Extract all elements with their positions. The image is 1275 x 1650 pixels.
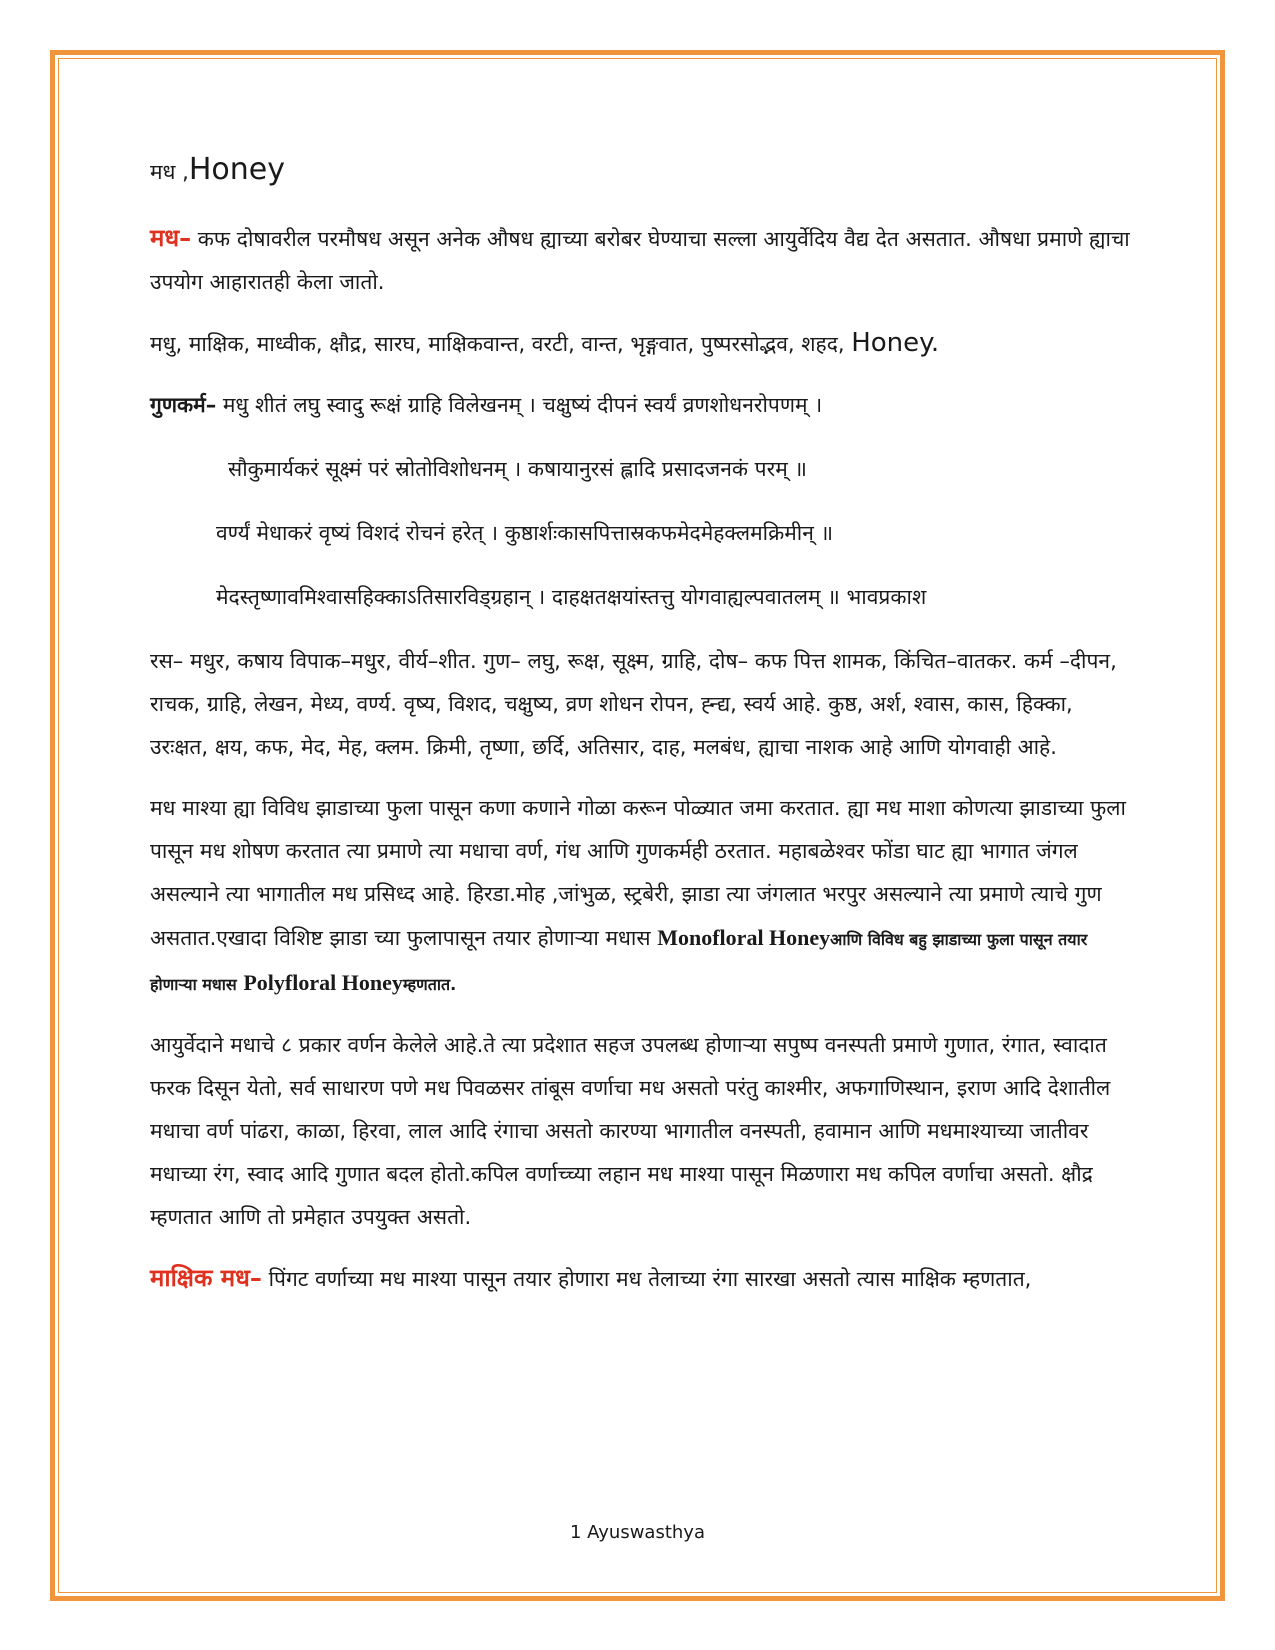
types-paragraph: आयुर्वेदाने मधाचे ८ प्रकार वर्णन केलेले आहे.ते त्या प्रदेशात सहज उपलब्ध होणाऱ्या सपुष्प वनस्पती प्रमाणे गुणात, रंगात, स्वादात फरक दिसून येतो, सर्व साधारण पणे मध पिवळसर तांबूस वर्णाचा मध असतो परंतु काश्मीर, अफगाणिस्थान, इराण आदि देशातील मधाचा वर्ण पांढरा, काळा, हिरवा, लाल आदि रंगाचा असतो कारण्या भागातील वनस्पती, हवामान आणि मधमाश्याच्या जातीवर मधाच्या रंग, स्वाद आदि गुणात बदल होतो.कपिल वर्णाच्च्या लहान मध माश्या पासून मिळणारा मध कपिल वर्णाचा असतो. क्षौद्र म्हणतात आणि तो प्रमेहात उपयुक्त असतो. xyxy=(150,1033,1111,1229)
properties-paragraph: रस– मधुर, कषाय विपाक–मधुर, वीर्य–शीत. गुण– लघु, रूक्ष, सूक्ष्म, ग्राहि, दोष– कफ पित्त शामक, किंचित–वातकर. कर्म –दीपन, राचक, ग्राहि, लेखन, मेध्य, वर्ण्य. वृष्य, विशद, चक्षुष्य, व्रण शोधन रोपन, ह्न्द्य, स्वर्य आहे. कुष्ठ, अर्श, श्वास, कास, हिक्का, उरःक्षत, क्षय, कफ, मेद, मेह, क्लम. क्रिमी, तृष्णा, छर्दि, अतिसार, दाह, मलबंध, ह्याचा नाशक आहे आणि योगवाही आहे. xyxy=(150,649,1117,759)
shloka-line-3: वर्ण्यं मेधाकरं वृष्यं विशदं रोचनं हरेत् । कुष्ठार्शःकासपित्तास्रकफमेदमेहक्लमक्रिमीन् ॥ xyxy=(216,521,834,545)
monofloral-term: Monofloral Honey xyxy=(657,925,831,950)
makshik-paragraph xyxy=(150,1257,1135,1301)
synonyms-paragraph xyxy=(150,322,1135,366)
makshik-text: पिंगट वर्णाच्या मध माश्या पासून तयार होणारा मध तेलाच्या रंगा सारखा असतो त्यास माक्षिक म्हणतात, xyxy=(261,1267,1032,1291)
page-title xyxy=(150,152,1135,187)
collection-end: म्हणतात. xyxy=(402,975,457,994)
shloka-line-2: सौकुमार्यकरं सूक्ष्मं परं स्रोतोविशोधनम् । कषायानुरसं ह्लादि प्रसादजनकं परम् ॥ xyxy=(228,457,808,481)
shloka-line-1: मधु शीतं लघु स्वादु रूक्षं ग्राहि विलेखनम् । चक्षुष्यं दीपनं स्वर्यं व्रणशोधनरोपणम् । xyxy=(216,393,823,417)
collection-middle: आणि विविध बहु झाडाच्या फुला पासून तयार होणाऱ्या मधास xyxy=(150,930,1088,994)
polyfloral-term: Polyfloral Honey xyxy=(243,970,403,995)
makshik-label: माक्षिक मध– xyxy=(150,1264,262,1292)
collection-paragraph xyxy=(150,787,1135,1006)
document-body xyxy=(150,152,1135,1319)
shloka-source: भावप्रकाश xyxy=(846,585,927,609)
title-english: Honey xyxy=(188,152,285,187)
synonyms-english: Honey. xyxy=(851,328,940,358)
collection-text: मध माश्या ह्या विविध झाडाच्या फुला पासून कणा कणाने गोळा करून पोळ्यात जमा करतात. ह्या मध माशा कोणत्या झाडाच्या फुला पासून मध शोषण करतात त्या प्रमाणे त्या मधाचा वर्ण, गंध आणि गुणकर्मही ठरतात. महाबळेश्वर फोंडा घाट ह्या भागात जंगल असल्याने त्या भागातील मध प्रसिध्द आहे. हिरडा.मोह ,जांभुळ, स्ट्रबेरी, झाडा त्या जंगलात भरपुर असल्याने त्या प्रमाणे त्याचे गुण असतात.एखादा विशिष्ट झाडा च्या फुलापासून तयार होणाऱ्या मधास xyxy=(150,796,1126,950)
title-marathi: मध , xyxy=(150,160,189,184)
intro-label: मध– xyxy=(150,224,192,252)
intro-text: कफ दोषावरील परमौषध असून अनेक औषध ह्याच्या बरोबर घेण्याचा सल्ला आयुर्वेदिय वैद्य देत असतात. औषधा प्रमाणे ह्याचा उपयोग आहारातही केला जातो. xyxy=(150,227,1130,294)
gunakarma-label: गुणकर्म– xyxy=(150,393,217,417)
shloka-line-4: मेदस्तृष्णावमिश्वासहिक्काऽतिसारविड्ग्रहान् । दाहक्षतक्षयांस्तत्तु योगवाह्यल्पवातलम् ॥ xyxy=(216,585,840,609)
page-footer: 1 Ayuswasthya xyxy=(570,1522,705,1543)
gunakarma-shloka xyxy=(150,384,1135,619)
intro-paragraph xyxy=(150,217,1135,304)
synonyms-text: मधु, माक्षिक, माध्वीक, क्षौद्र, सारघ, माक्षिकवान्त, वरटी, वान्त, भृङ्गवात, पुष्परसोद्भव, शहद, xyxy=(150,332,852,356)
